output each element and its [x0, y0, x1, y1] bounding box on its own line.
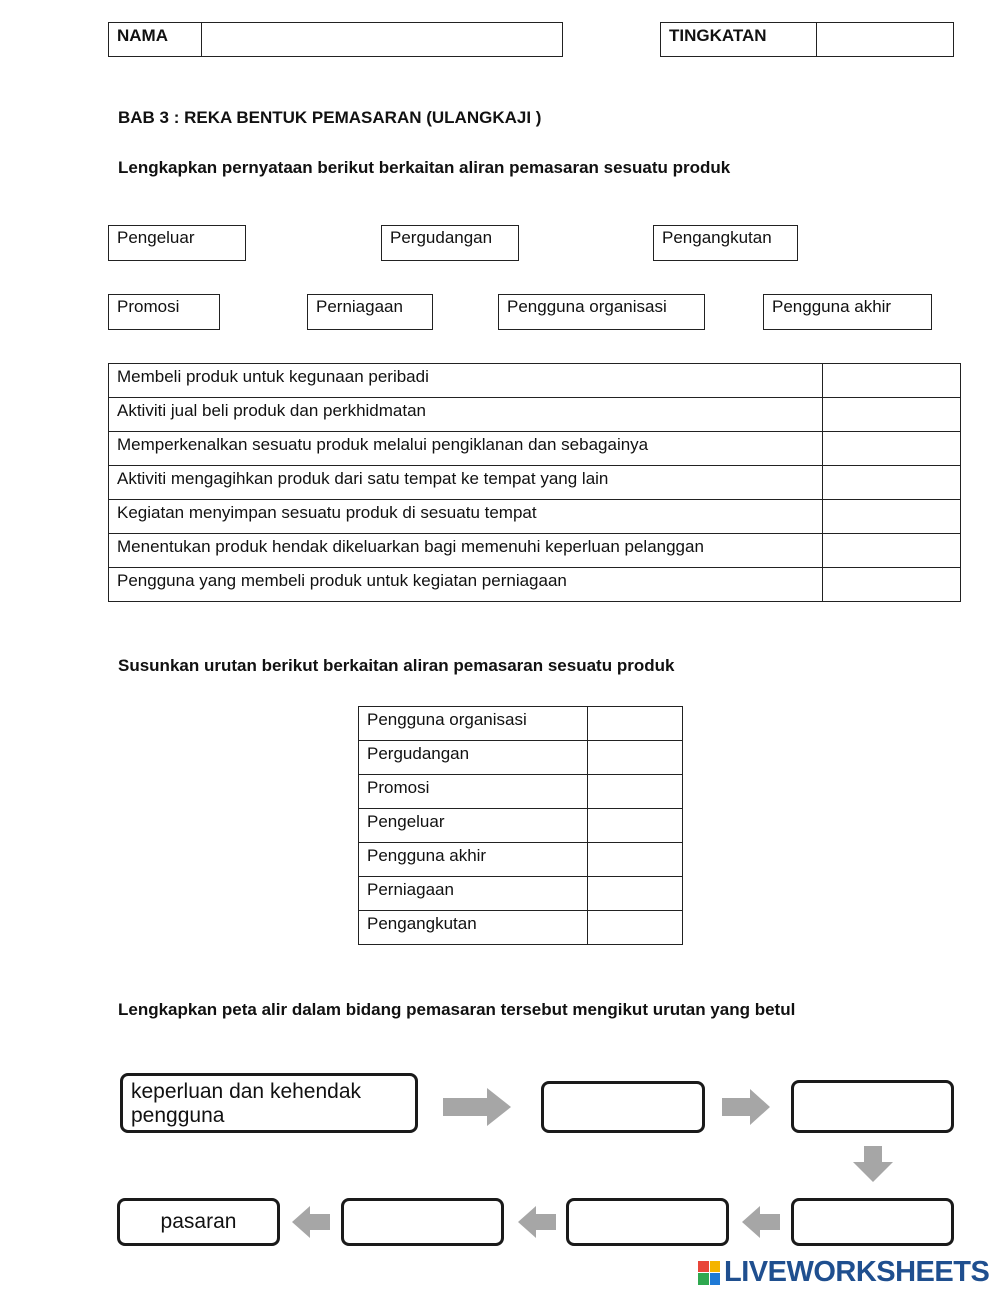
table-row	[109, 568, 961, 602]
order-item: Pengguna akhir	[359, 843, 588, 877]
flow-answer-box[interactable]	[341, 1198, 504, 1246]
arrow-down-icon	[853, 1146, 893, 1182]
table-row	[359, 877, 683, 911]
arrow-left-icon	[742, 1206, 780, 1238]
section2-instruction: Susunkan urutan berikut berkaitan aliran pemasaran sesuatu produk	[118, 656, 675, 675]
flow-answer-box[interactable]	[541, 1081, 705, 1133]
flow-answer-box[interactable]	[791, 1080, 954, 1133]
flow-start-line1: keperluan dan kehendak	[131, 1080, 362, 1103]
flow-end-box	[117, 1198, 280, 1246]
option-chip[interactable]: Pengangkutan	[653, 225, 798, 261]
section3-instruction: Lengkapkan peta alir dalam bidang pemasaran tersebut mengikut urutan yang betul	[118, 1000, 796, 1019]
option-chip[interactable]: Pengeluar	[108, 225, 246, 261]
answer-cell[interactable]	[823, 432, 961, 466]
table-row	[359, 911, 683, 945]
table-row	[109, 534, 961, 568]
option-chip[interactable]: Perniagaan	[307, 294, 433, 330]
order-item: Perniagaan	[359, 877, 588, 911]
answer-cell[interactable]	[823, 398, 961, 432]
liveworksheets-logo	[698, 1256, 989, 1289]
order-item: Promosi	[359, 775, 588, 809]
arrow-right-icon	[443, 1088, 511, 1126]
answer-cell[interactable]	[823, 534, 961, 568]
flow-answer-box[interactable]	[791, 1198, 954, 1246]
page-title: BAB 3 : REKA BENTUK PEMASARAN (ULANGKAJI )	[118, 108, 542, 127]
statement-text: Kegiatan menyimpan sesuatu produk di sesuatu tempat	[109, 500, 823, 534]
table-row	[359, 707, 683, 741]
order-answer-cell[interactable]	[588, 775, 683, 809]
logo-mark-icon	[698, 1261, 720, 1285]
order-answer-cell[interactable]	[588, 843, 683, 877]
statement-table	[108, 363, 961, 602]
statement-text: Menentukan produk hendak dikeluarkan bagi memenuhi keperluan pelanggan	[109, 534, 823, 568]
option-chip[interactable]: Pergudangan	[381, 225, 519, 261]
option-chip[interactable]: Promosi	[108, 294, 220, 330]
order-answer-cell[interactable]	[588, 877, 683, 911]
statement-text: Aktiviti jual beli produk dan perkhidmatan	[109, 398, 823, 432]
table-row	[109, 432, 961, 466]
answer-cell[interactable]	[823, 364, 961, 398]
brand-name: LIVEWORKSHEETS	[724, 1256, 990, 1288]
table-row	[109, 466, 961, 500]
table-row	[359, 775, 683, 809]
arrow-left-icon	[518, 1206, 556, 1238]
flow-end-label: pasaran	[160, 1210, 237, 1233]
flow-answer-box[interactable]	[566, 1198, 729, 1246]
statement-text: Pengguna yang membeli produk untuk kegiatan perniagaan	[109, 568, 823, 602]
table-row	[109, 398, 961, 432]
name-field[interactable]	[202, 23, 562, 56]
option-chip[interactable]: Pengguna organisasi	[498, 294, 705, 330]
table-row	[359, 809, 683, 843]
statement-text: Memperkenalkan sesuatu produk melalui pengiklanan dan sebagainya	[109, 432, 823, 466]
answer-cell[interactable]	[823, 466, 961, 500]
order-item: Pengangkutan	[359, 911, 588, 945]
order-item: Pengguna organisasi	[359, 707, 588, 741]
arrow-right-icon	[722, 1089, 770, 1125]
arrow-left-icon	[292, 1206, 330, 1238]
statement-text: Membeli produk untuk kegunaan peribadi	[109, 364, 823, 398]
statement-text: Aktiviti mengagihkan produk dari satu tempat ke tempat yang lain	[109, 466, 823, 500]
order-table	[358, 706, 683, 945]
order-answer-cell[interactable]	[588, 911, 683, 945]
order-answer-cell[interactable]	[588, 809, 683, 843]
answer-cell[interactable]	[823, 500, 961, 534]
answer-cell[interactable]	[823, 568, 961, 602]
order-item: Pergudangan	[359, 741, 588, 775]
order-item: Pengeluar	[359, 809, 588, 843]
order-answer-cell[interactable]	[588, 707, 683, 741]
option-chip[interactable]: Pengguna akhir	[763, 294, 932, 330]
order-answer-cell[interactable]	[588, 741, 683, 775]
name-row	[108, 22, 563, 57]
level-row	[660, 22, 954, 57]
flow-start-line2: pengguna	[131, 1104, 225, 1127]
table-row	[359, 843, 683, 877]
table-row	[359, 741, 683, 775]
name-label: NAMA	[109, 23, 202, 56]
section1-instruction: Lengkapkan pernyataan berikut berkaitan aliran pemasaran sesuatu produk	[118, 158, 731, 177]
level-field[interactable]	[817, 23, 953, 56]
level-label: TINGKATAN	[661, 23, 817, 56]
table-row	[109, 364, 961, 398]
table-row	[109, 500, 961, 534]
flow-start-box	[120, 1073, 418, 1133]
